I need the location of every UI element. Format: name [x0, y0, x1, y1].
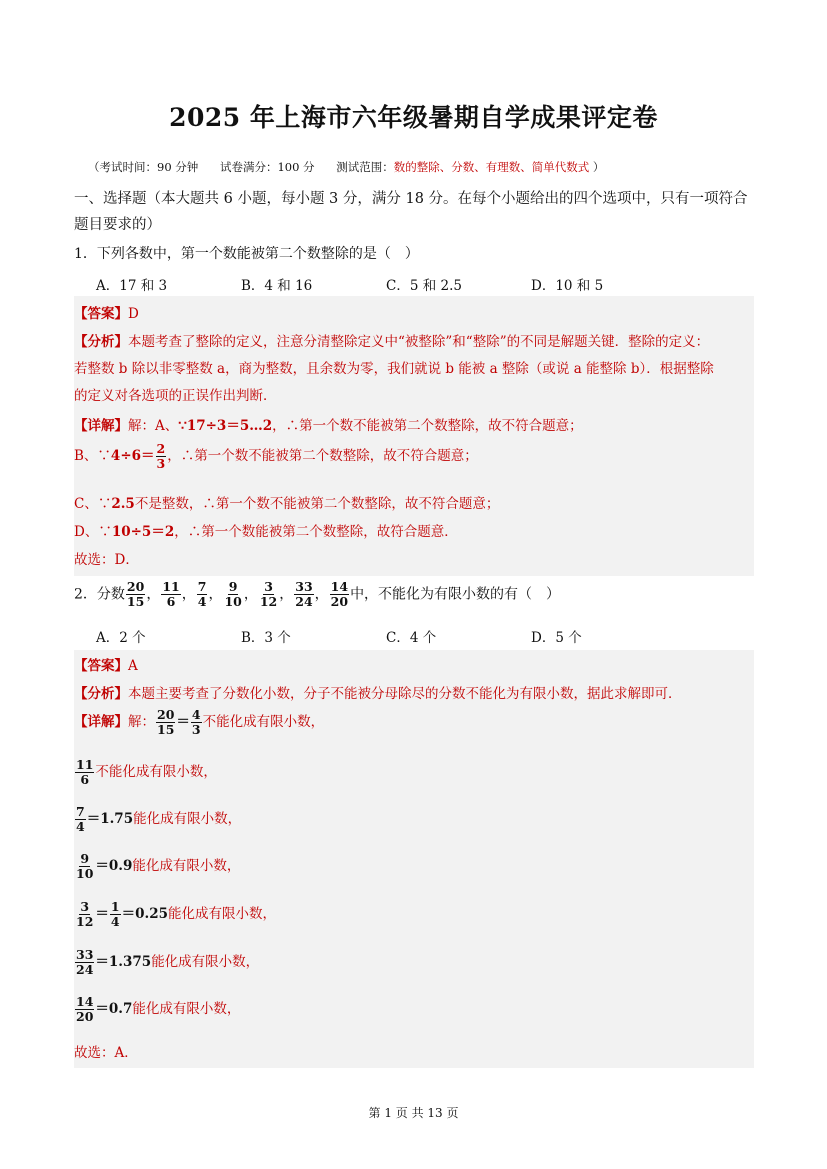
detail-text: 能化成有限小数，	[132, 858, 241, 874]
detail-text: ，∴第一个数不能被第二个数整除，故不符合题意；	[167, 448, 478, 464]
fraction-denominator: 15	[157, 722, 175, 737]
fraction-denominator: 4	[197, 594, 207, 609]
q2-answer-line	[74, 654, 138, 674]
fraction-denominator: 10	[224, 594, 242, 609]
q2-detail-line-4	[74, 852, 240, 881]
q2-analysis-line	[74, 682, 682, 702]
fraction	[259, 580, 278, 609]
fraction-denominator: 20	[330, 594, 349, 609]
detail-formula: 4÷6＝	[110, 448, 155, 464]
analysis-tag: 【分析】	[74, 686, 128, 702]
fraction-denominator: 6	[80, 772, 90, 787]
fraction	[330, 580, 349, 609]
exam-score: 试卷满分：100 分	[219, 160, 315, 174]
option-b: B．3 个	[241, 630, 291, 646]
q1-detail-line-3	[74, 492, 499, 512]
fraction-numerator: 9	[228, 579, 238, 594]
exam-meta	[88, 159, 604, 175]
q1-analysis-line-1	[74, 330, 709, 350]
fraction-numerator: 14	[330, 579, 349, 594]
q2-detail-line-5: $\frac{3}{12}$ ＝ $\frac{1}{4}$ ＝0.25能化成有限小数，	[76, 899, 276, 929]
fraction	[75, 758, 94, 787]
detail-text: 能化成有限小数，	[151, 954, 260, 970]
decimal-value: ＝0.7	[95, 1001, 133, 1017]
detail-text: B、∵	[74, 448, 111, 464]
exam-title: 2025 年上海市六年级暑期自学成果评定卷	[169, 103, 658, 132]
option-b: B．4 和 16	[241, 278, 313, 294]
fraction	[161, 580, 180, 609]
detail-formula: 10÷5＝2	[111, 524, 175, 540]
fraction-numerator: 11	[162, 579, 180, 594]
detail-text: 不是整数，∴第一个数不能被第二个数整除，故不符合题意；	[134, 496, 500, 512]
stem-text: 中，不能化为有限小数的有（ ）	[350, 586, 561, 603]
fraction	[294, 580, 313, 609]
section-heading: 一、选择题（本大题共 6 小题，每小题 3 分，满分 18 分。在每个小题给出的四个选项中，只有一项符合题目要求的）	[74, 191, 748, 233]
exam-meta-close: ）	[592, 160, 605, 174]
detail-text: 能化成有限小数，	[133, 811, 242, 827]
fraction	[191, 708, 202, 737]
answer-value: D	[128, 306, 139, 322]
fraction-denominator: 24	[295, 594, 313, 609]
fraction-numerator: 2	[156, 441, 166, 456]
detail-text: 能化成有限小数，	[132, 1001, 241, 1017]
fraction-denominator: 3	[191, 722, 201, 737]
fraction-denominator: 4	[110, 914, 120, 929]
question-1-solution	[74, 296, 754, 576]
fraction-denominator: 15	[126, 594, 145, 609]
detail-text: C、∵	[74, 496, 112, 512]
q2-detail-line-3	[74, 805, 241, 834]
fraction	[75, 995, 94, 1024]
page-footer: 第 1 页 共 13 页	[368, 1106, 459, 1120]
answer-value: A	[128, 658, 138, 674]
q1-analysis-line-3: 的定义对各选项的正误作出判断．	[74, 388, 277, 404]
decimal-value: ＝1.375	[95, 954, 152, 970]
detail-text: 能化成有限小数，	[168, 906, 276, 922]
fraction-denominator: 24	[76, 962, 94, 977]
exam-time: （考试时间：90 分钟	[88, 160, 199, 174]
fraction	[156, 442, 167, 471]
fraction-numerator: 7	[76, 804, 85, 819]
detail-text: ，∴第一个数能被第二个数整除，故符合题意．	[174, 524, 458, 540]
detail-formula: 2.5	[111, 496, 135, 512]
fraction	[156, 708, 175, 737]
fraction	[197, 580, 208, 609]
option-d: D．10 和 5	[531, 278, 604, 294]
detail-text: 不能化成有限小数，	[95, 764, 217, 780]
option-c: C．4 个	[386, 630, 437, 646]
fraction-denominator: 12	[259, 594, 278, 609]
q1-answer-line	[74, 302, 139, 322]
fraction-numerator: 3	[80, 899, 90, 914]
question-1-options	[96, 274, 676, 294]
option-a: A．2 个	[96, 630, 146, 646]
q2-detail-line-6	[74, 948, 259, 977]
detail-text: ，∴第一个数不能被第二个数整除，故不符合题意；	[272, 418, 583, 434]
fraction-numerator: 11	[76, 757, 94, 772]
fraction	[223, 580, 242, 609]
question-1-stem: 1．下列各数中，第一个数能被第二个数整除的是（ ）	[74, 246, 419, 262]
fraction	[110, 900, 121, 929]
option-c: C．5 和 2.5	[386, 278, 462, 294]
fraction	[75, 948, 94, 977]
question-2-stem: 2．分数 $\frac{20}{15}$ ， $\frac{11}{6}$ ， $\frac{7}{4}$ ， $\frac{9}{10}$ ， $\frac{3}{12}$ ， $\frac{33}{24}$ ， $\frac{14}{20}$ 中，不能化为有限小数的有（ ）	[74, 579, 561, 609]
detail-text: 解：	[128, 714, 155, 730]
analysis-text-1: 本题考查了整除的定义，注意分清整除定义中“被整除”和“整除”的不同是解题关键．整除的定义：	[128, 334, 710, 350]
fraction-numerator: 7	[197, 579, 207, 594]
exam-range-value: 数的整除、分数、有理数、简单代数式	[393, 160, 590, 174]
q1-detail-line-4	[74, 520, 458, 540]
fraction-numerator: 14	[76, 994, 94, 1009]
fraction-numerator: 33	[76, 947, 94, 962]
fraction	[126, 580, 145, 609]
detail-text: 解：A、	[128, 418, 179, 434]
analysis-text: 本题主要考查了分数化小数，分子不能被分母除尽的分数不能化为有限小数，据此求解即可．	[128, 686, 682, 702]
fraction-numerator: 3	[264, 579, 273, 594]
detail-text: 不能化成有限小数，	[202, 714, 325, 730]
option-a: A．17 和 3	[96, 278, 168, 294]
fraction-numerator: 33	[295, 579, 313, 594]
fraction-numerator: 20	[126, 579, 145, 594]
question-2-options	[96, 626, 676, 646]
fraction-numerator: 9	[80, 851, 90, 866]
q1-detail-line-1	[74, 414, 583, 434]
fraction-denominator: 4	[76, 819, 85, 834]
fraction	[75, 900, 94, 929]
fraction-denominator: 12	[76, 914, 94, 929]
detail-tag: 【详解】	[74, 418, 128, 434]
fraction-denominator: 20	[76, 1009, 94, 1024]
detail-tag: 【详解】	[74, 714, 128, 730]
answer-tag: 【答案】	[74, 306, 128, 322]
fraction	[75, 852, 94, 881]
fraction-denominator: 6	[166, 594, 176, 609]
q1-analysis-line-2: 若整数 b 除以非零整数 a，商为整数，且余数为零，我们就说 b 能被 a 整除（或说 a 能整除 b）．根据整除	[74, 361, 714, 377]
fraction-numerator: 20	[157, 707, 175, 722]
fraction-numerator: 4	[191, 707, 201, 722]
fraction-denominator: 10	[76, 866, 94, 881]
option-d: D．5 个	[531, 630, 582, 646]
detail-text: D、∵	[74, 524, 112, 540]
fraction-numerator: 1	[110, 899, 120, 914]
q2-detail-line-2	[74, 758, 217, 787]
question-2-solution	[74, 650, 754, 1068]
fraction-denominator: 3	[156, 456, 166, 471]
q1-choose: 故选：D．	[74, 552, 139, 568]
q1-detail-line-2	[74, 442, 478, 471]
analysis-tag: 【分析】	[74, 334, 128, 350]
answer-tag: 【答案】	[74, 658, 128, 674]
decimal-value: ＝0.25	[121, 906, 168, 922]
decimal-value: ＝0.9	[95, 858, 133, 874]
detail-formula: ∵17÷3＝5…2	[178, 418, 273, 434]
q2-choose: 故选：A．	[74, 1045, 138, 1061]
q2-detail-line-7	[74, 995, 240, 1024]
decimal-value: ＝1.75	[86, 811, 134, 827]
fraction	[75, 805, 86, 834]
stem-text: 2．分数	[74, 586, 125, 603]
exam-range-label: 测试范围：	[336, 160, 394, 174]
q2-detail-line-1: 【详解】解： $\frac{20}{15}$ ＝ $\frac{4}{3}$ 不能化成有限小数，	[74, 707, 325, 737]
